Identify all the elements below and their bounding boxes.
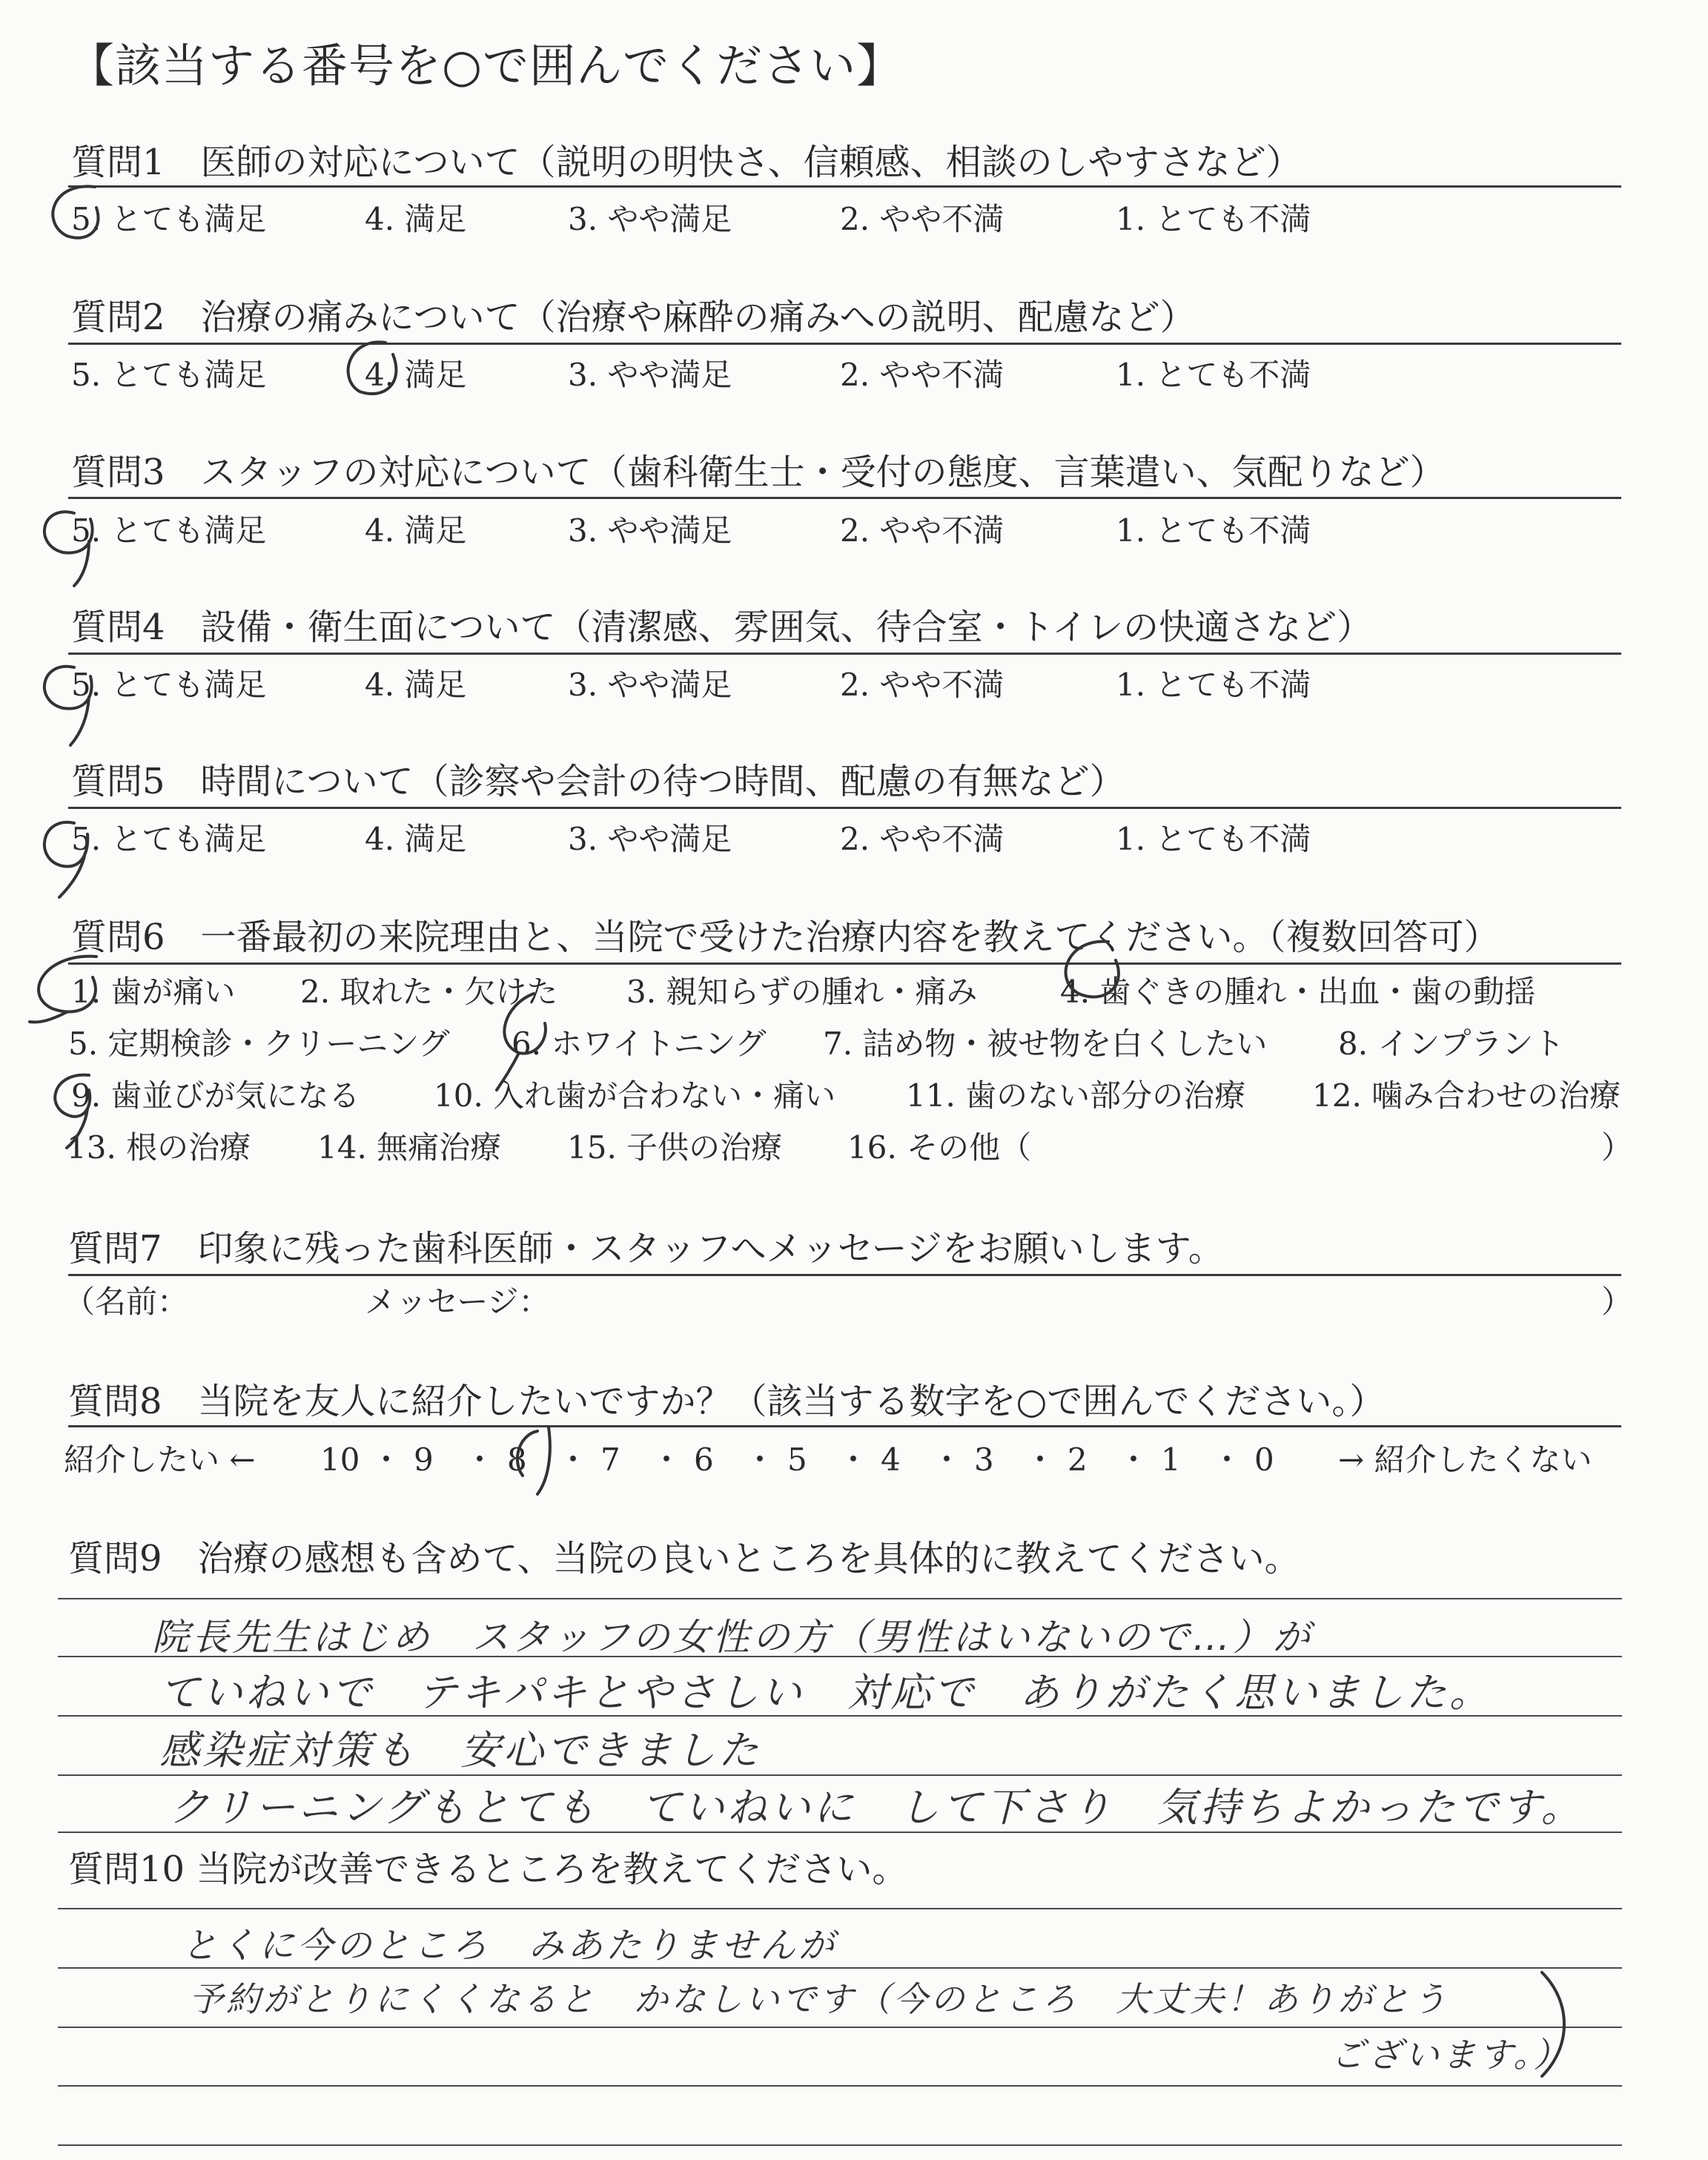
q8-scale-separator: ・ <box>651 1441 683 1478</box>
question-6-label: 質問6 一番最初の来院理由と、当院で受けた治療内容を教えてください。（複数回答可） <box>71 916 1500 958</box>
question-8-label: 質問8 当院を友人に紹介したいですか？（該当する数字を○で囲んでください。） <box>68 1381 1386 1422</box>
q5-option-4[interactable]: 4. 満足 <box>365 821 467 857</box>
q10-answer-line: ございます。） <box>1331 2035 1571 2075</box>
question-8-rule <box>68 1425 1621 1427</box>
q4-option-1[interactable]: 1. とても不満 <box>1116 667 1311 703</box>
q5-option-1[interactable]: 1. とても不満 <box>1116 821 1311 857</box>
q8-scale-option-7[interactable]: 7 <box>600 1441 620 1478</box>
q8-scale-option-10[interactable]: 10 <box>320 1441 360 1478</box>
question-7-rule <box>68 1274 1621 1276</box>
q5-option-3[interactable]: 3. やや満足 <box>568 821 732 857</box>
q6-option-2[interactable]: 2. 取れた・欠けた <box>300 974 558 1010</box>
q3-option-4[interactable]: 4. 満足 <box>365 512 467 549</box>
q9-answer-line: ていねいで テキパキとやさしい 対応で ありがたく思いました。 <box>159 1669 1492 1716</box>
q2-option-5[interactable]: 5. とても満足 <box>71 357 267 393</box>
question-9-label: 質問9 治療の感想も含めて、当院の良いところを具体的に教えてください。 <box>68 1538 1300 1579</box>
question-5-rule <box>68 807 1621 809</box>
q6-option-1[interactable]: 1. 歯が痛い <box>71 974 236 1010</box>
q6-other-close-paren: ） <box>1601 1129 1633 1166</box>
q3-option-2[interactable]: 2. やや不満 <box>840 512 1004 549</box>
question-4-rule <box>68 653 1621 655</box>
q6-option-7[interactable]: 7. 詰め物・被せ物を白くしたい <box>823 1025 1268 1062</box>
q1-option-1[interactable]: 1. とても不満 <box>1116 201 1311 237</box>
q1-option-5[interactable]: 5. とても満足 <box>71 201 267 237</box>
q8-left-label: 紹介したい ← <box>64 1441 256 1478</box>
q6-option-13[interactable]: 13. 根の治療 <box>67 1129 251 1166</box>
q9-writing-line <box>58 1598 1622 1599</box>
question-3-label: 質問3 スタッフの対応について（歯科衛生士・受付の態度、言葉遣い、気配りなど） <box>71 452 1446 493</box>
question-10-label: 質問10 当院が改善できるところを教えてください。 <box>68 1849 908 1890</box>
q6-option-3[interactable]: 3. 親知らずの腫れ・痛み <box>626 974 978 1010</box>
q7-name-label: （名前： <box>64 1284 189 1320</box>
q10-answer-line: 予約がとりにくくなると かなしいです（今のところ 大丈夫！ありがとう <box>189 1979 1449 2019</box>
q8-scale-option-9[interactable]: 9 <box>414 1441 434 1478</box>
q10-answer-line: とくに今のところ みあたりませんが <box>182 1925 838 1966</box>
q4-option-2[interactable]: 2. やや不満 <box>840 667 1004 703</box>
q6-option-16[interactable]: 16. その他（ <box>847 1129 1032 1166</box>
q8-scale-separator: ・ <box>1025 1441 1056 1478</box>
q9-answer-line: 院長先生はじめ スタッフの女性の方（男性はいないので…）が <box>152 1616 1313 1659</box>
q5-option-5[interactable]: 5. とても満足 <box>71 821 267 857</box>
q8-scale-separator: ・ <box>464 1441 496 1478</box>
q6-option-6[interactable]: 6. ホワイトニング <box>512 1025 767 1062</box>
q8-scale-option-5[interactable]: 5 <box>787 1441 807 1478</box>
question-6-rule <box>68 962 1621 965</box>
q2-option-3[interactable]: 3. やや満足 <box>568 357 732 393</box>
q3-option-3[interactable]: 3. やや満足 <box>568 512 732 549</box>
q6-option-12[interactable]: 12. 噛み合わせの治療 <box>1312 1077 1621 1114</box>
q2-option-2[interactable]: 2. やや不満 <box>840 357 1004 393</box>
q10-writing-line <box>58 2085 1622 2087</box>
q8-scale-separator: ・ <box>931 1441 963 1478</box>
q1-option-2[interactable]: 2. やや不満 <box>840 201 1004 237</box>
q8-scale-option-6[interactable]: 6 <box>694 1441 714 1478</box>
q1-option-3[interactable]: 3. やや満足 <box>568 201 732 237</box>
q8-scale-separator: ・ <box>1118 1441 1150 1478</box>
q4-option-5[interactable]: 5. とても満足 <box>71 667 267 703</box>
q4-option-3[interactable]: 3. やや満足 <box>568 667 732 703</box>
q8-scale-option-8[interactable]: 8 <box>507 1441 527 1478</box>
question-1-rule <box>68 185 1621 188</box>
q8-scale-option-1[interactable]: 1 <box>1161 1441 1181 1478</box>
q8-scale-separator: ・ <box>744 1441 776 1478</box>
question-4-label: 質問4 設備・衛生面について（清潔感、雰囲気、待合室・トイレの快適さなど） <box>71 607 1373 648</box>
question-2-rule <box>68 343 1621 345</box>
q7-close-paren: ） <box>1601 1284 1633 1320</box>
q1-option-4[interactable]: 4. 満足 <box>365 201 467 237</box>
question-1-label: 質問1 医師の対応について（説明の明快さ、信頼感、相談のしやすさなど） <box>71 142 1302 183</box>
q9-answer-line: 感染症対策も 安心できました <box>159 1727 761 1774</box>
q8-scale-option-3[interactable]: 3 <box>974 1441 994 1478</box>
q5-option-2[interactable]: 2. やや不満 <box>840 821 1004 857</box>
q8-scale-separator: ・ <box>1211 1441 1243 1478</box>
q2-option-4[interactable]: 4. 満足 <box>365 357 467 393</box>
q8-scale-option-0[interactable]: 0 <box>1254 1441 1274 1478</box>
q7-message-label: メッセージ： <box>365 1284 550 1320</box>
q6-option-15[interactable]: 15. 子供の治療 <box>567 1129 783 1166</box>
q9-answer-line: クリーニングもとても ていねいに して下さり 気持ちよかったです。 <box>169 1784 1584 1831</box>
q6-option-9[interactable]: 9. 歯並びが気になる <box>71 1077 360 1114</box>
q4-option-4[interactable]: 4. 満足 <box>365 667 467 703</box>
q10-writing-line <box>58 1908 1622 1909</box>
question-2-label: 質問2 治療の痛みについて（治療や麻酔の痛みへの説明、配慮など） <box>71 297 1196 338</box>
q3-option-5[interactable]: 5. とても満足 <box>71 512 267 549</box>
q8-scale-option-2[interactable]: 2 <box>1068 1441 1088 1478</box>
q8-scale-separator: ・ <box>371 1441 403 1478</box>
q6-option-8[interactable]: 8. インプラント <box>1338 1025 1565 1062</box>
question-3-rule <box>68 497 1621 499</box>
q8-scale-separator: ・ <box>838 1441 870 1478</box>
q8-scale-separator: ・ <box>557 1441 589 1478</box>
q8-scale-option-4[interactable]: 4 <box>881 1441 901 1478</box>
q2-option-1[interactable]: 1. とても不満 <box>1116 357 1311 393</box>
q6-option-4[interactable]: 4. 歯ぐきの腫れ・出血・歯の動揺 <box>1060 974 1536 1010</box>
q8-right-label: → 紹介したくない <box>1338 1441 1592 1478</box>
question-7-label: 質問7 印象に残った歯科医師・スタッフへメッセージをお願いします。 <box>68 1228 1224 1269</box>
q10-writing-line <box>58 2144 1622 2146</box>
q6-option-5[interactable]: 5. 定期検診・クリーニング <box>68 1025 450 1062</box>
q6-option-14[interactable]: 14. 無痛治療 <box>317 1129 502 1166</box>
q6-option-11[interactable]: 11. 歯のない部分の治療 <box>906 1077 1246 1114</box>
question-5-label: 質問5 時間について（診察や会計の待つ時間、配慮の有無など） <box>71 761 1125 802</box>
q3-option-1[interactable]: 1. とても不満 <box>1116 512 1311 549</box>
q6-option-10[interactable]: 10. 入れ歯が合わない・痛い <box>434 1077 836 1114</box>
form-instruction-header: 【該当する番号を○で囲んでください】 <box>68 39 904 93</box>
